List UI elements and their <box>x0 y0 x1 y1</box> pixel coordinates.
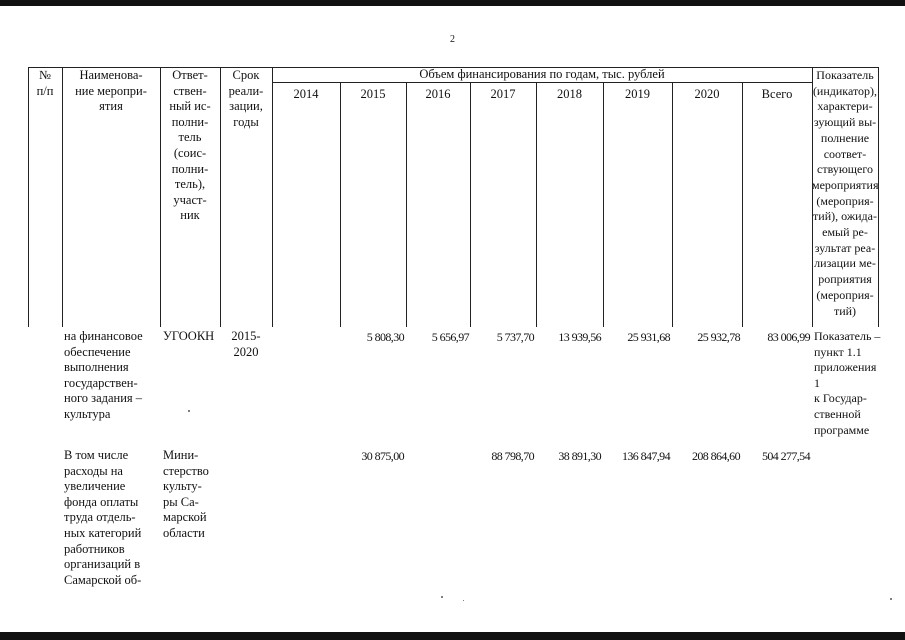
scan-speck <box>441 596 443 598</box>
col-rule <box>672 82 673 327</box>
row-value-total: 504 277,54 <box>761 449 810 463</box>
row-indicator: Показатель – пункт 1.1 приложения 1 к Государ- ственной программе <box>814 329 881 437</box>
header-col-number: № п/п <box>36 68 54 98</box>
col-rule <box>340 82 341 327</box>
row-value-total: 83 006,99 <box>767 330 810 344</box>
header-col-indicator: Показатель (индикатор), характери- зующий вы- полнение соответ- ствующего мероприятия (мероприя- тий), ожида- емый ре- зультат реа- лизации ме- роприятия (мероприя- тий) <box>812 68 879 318</box>
row-value-2019: 136 847,94 <box>621 449 670 463</box>
row-value-2015: 5 808,30 <box>366 330 404 344</box>
header-col-name: Наименова- ние меропри- ятия <box>75 68 147 114</box>
row-value-2017: 5 737,70 <box>496 330 534 344</box>
col-rule <box>406 82 407 327</box>
row-value-2019: 25 931,68 <box>627 330 670 344</box>
col-rule <box>470 82 471 327</box>
row-name: В том числе расходы на увеличение фонда оплаты труда отдель- ных категорий работников организаций в Самарской об- <box>64 448 142 587</box>
header-year: 2015 <box>360 87 386 101</box>
header-col-responsible: Ответ- ствен- ный ис- полни- тель (соис- полни- тель), участ- ник <box>169 68 211 223</box>
header-year: 2018 <box>557 87 582 101</box>
col-rule <box>272 67 273 327</box>
col-rule <box>536 82 537 327</box>
header-year: 2014 <box>293 87 319 101</box>
row-responsible: УГООКН <box>163 329 215 343</box>
scan-top-border <box>0 0 905 6</box>
row-value-2018: 38 891,30 <box>558 449 601 463</box>
header-col-funding: Объем финансирования по годам, тыс. рублей <box>419 67 665 81</box>
header-total: Всего <box>761 87 793 101</box>
col-rule <box>28 67 29 327</box>
scan-speck <box>890 598 892 600</box>
scan-speck <box>188 410 190 412</box>
scan-speck <box>463 600 464 601</box>
row-value-2015: 30 875,00 <box>361 449 404 463</box>
row-name: на финансовое обеспечение выполнения государствен- ного задания – культура <box>64 329 143 421</box>
header-year: 2017 <box>490 87 516 101</box>
col-rule <box>603 82 604 327</box>
row-value-2017: 88 798,70 <box>491 449 534 463</box>
row-value-2016: 5 656,97 <box>431 330 469 344</box>
row-value-2018: 13 939,56 <box>558 330 601 344</box>
header-year: 2020 <box>694 87 720 101</box>
header-col-term: Срок реали- зации, годы <box>228 68 264 129</box>
row-value-2020: 208 864,60 <box>691 449 740 463</box>
col-rule <box>878 67 879 327</box>
row-responsible: Мини- стерство культу- ры Са- марской области <box>163 448 209 540</box>
col-rule <box>742 82 743 327</box>
page-number: 2 <box>450 34 455 45</box>
row-value-2020: 25 932,78 <box>697 330 740 344</box>
header-year: 2016 <box>425 87 451 101</box>
scan-bottom-border <box>0 632 905 640</box>
row-term: 2015- 2020 <box>231 329 261 359</box>
header-year: 2019 <box>625 87 650 101</box>
